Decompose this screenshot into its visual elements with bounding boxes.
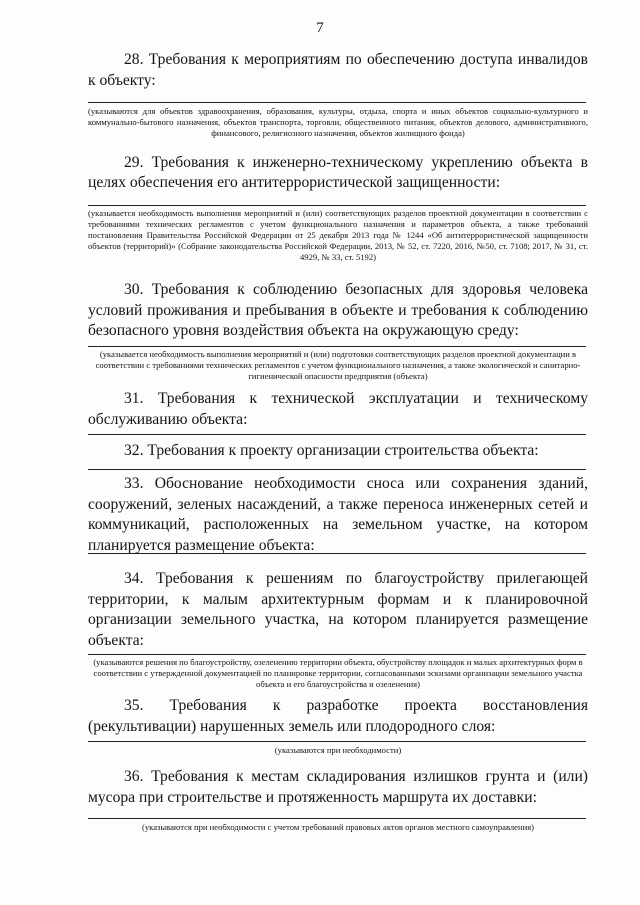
fill-line-30	[88, 346, 586, 347]
note-29: (указывается необходимость выполнения мероприятий и (или) соответствующих разделов проектной документации в соответствии с требованиями технических регламентов с учетом функционального назначения и параметров объекта, а также требований постановления Правительства Российской Федерации от 25 декабря 2013 года № 1244 «Об антитеррористической защищенности объектов (территорий)» (Собрание законодательства Российской Федерации, 2013, № 52, ст. 7220, 2016, №50, ст. 7108; 2017, № 31, ст. 4929, № 33, ст. 5192)	[88, 208, 588, 262]
requirement-31: 31. Требования к технической эксплуатации и техническому обслуживанию объекта:	[88, 390, 588, 428]
requirement-34: 34. Требования к решениям по благоустройству прилегающей территории, к малым архитектурным формам и к планировочной организации земельного участка, на котором планируется размещение объекта:	[88, 570, 588, 649]
page-number: 7	[316, 20, 324, 36]
requirement-30: 30. Требования к соблюдению безопасных для здоровья человека условий проживания и пребывания в объекте и требования к соблюдению безопасного уровня воздействия объекта на окружающую среду:	[88, 281, 588, 339]
fill-line-28	[88, 102, 586, 103]
requirement-33: 33. Обоснование необходимости сноса или сохранения зданий, сооружений, зеленых насаждений, а также переноса инженерных сетей и коммуникаций, расположенных на земельном участке, на котором планируется размещение объекта:	[88, 475, 588, 554]
note-30: (указывается необходимость выполнения мероприятий и (или) подготовки соответствующих разделов проектной документации в соответствии с требованиями технических регламентов с учетом функционального назначения, а также экологической и санитарно-гигиенической опасности предприятия (объекта)	[95, 349, 581, 381]
requirement-36: 36. Требования к местам складирования излишков грунта и (или) мусора при строительстве и протяженность маршрута их доставки:	[88, 768, 588, 806]
fill-line-36	[88, 818, 586, 819]
fill-line-34	[88, 654, 586, 655]
fill-line-32	[88, 469, 586, 470]
note-28: (указываются для объектов здравоохранения, образования, культуры, отдыха, спорта и иных объектов социально-культурного и коммунально-бытового назначения, объектов транспорта, торговли, общественного питания, объектов делового, административного, финансового, религиозного назначения, объектов жилищного фонда)	[88, 106, 588, 138]
fill-line-35	[88, 741, 586, 742]
requirement-35: 35. Требования к разработке проекта восстановления (рекультивации) нарушенных земель или плодородного слоя:	[88, 697, 588, 735]
note-35: (указываются при необходимости)	[274, 745, 402, 755]
fill-line-31	[88, 434, 586, 435]
requirement-28: 28. Требования к мероприятиям по обеспечению доступа инвалидов к объекту:	[88, 51, 588, 89]
note-36: (указываются при необходимости с учетом требований правовых актов органов местного самоуправления)	[141, 822, 535, 832]
requirement-32: 32. Требования к проекту организации строительства объекта:	[124, 442, 539, 459]
fill-line-29	[88, 205, 586, 206]
requirement-29: 29. Требования к инженерно-техническому укреплению объекта в целях обеспечения его антитеррористической защищенности:	[88, 154, 588, 191]
note-34: (указываются решения по благоустройству, озеленению территории объекта, обустройству площадок и малых архитектурных форм в соответствии с утвержденной документацией по планировке территории, согласованными эскизами организации земельного участка объекта и его благоустройства и озеленения)	[93, 657, 583, 689]
fill-line-33	[88, 553, 586, 554]
